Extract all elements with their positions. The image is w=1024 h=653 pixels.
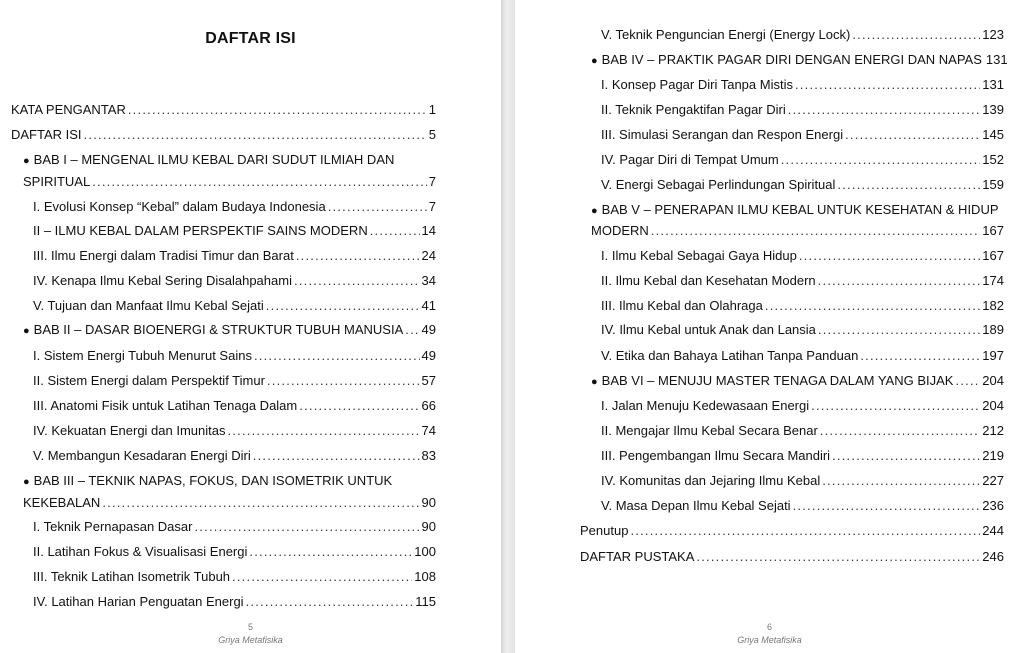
dot-leader: [651, 223, 981, 239]
dot-leader: [253, 448, 420, 464]
toc-page-number: 34: [421, 273, 436, 288]
toc-entry-v-tujuan-dan-manfaat-ilmu-kebal-sejati: [33, 298, 436, 314]
toc-entry-v-energi-sebagai-perlindungan-spiritual: [601, 177, 1004, 193]
toc-page-number: 246: [982, 549, 1004, 564]
toc-entry-iii-pengembangan-ilmu-secara-mandiri: [601, 448, 1004, 464]
toc-entry-title: V. Energi Sebagai Perlindungan Spiritual: [601, 177, 836, 192]
toc-page-number: 57: [421, 373, 436, 388]
toc-entry-title: II. Ilmu Kebal dan Kesehatan Modern: [601, 273, 816, 288]
toc-entry-i-evolusi-konsep-kebal-dalam-budaya-indo: [33, 199, 436, 215]
toc-entry-title: I. Evolusi Konsep “Kebal” dalam Budaya Indonesia: [33, 199, 326, 214]
toc-entry-bab-i-mengenal-ilmu-kebal-dari-sudut-ilm: [23, 152, 394, 169]
toc-page-number: 24: [421, 248, 436, 263]
toc-entry-title: IV. Kekuatan Energi dan Imunitas: [33, 423, 226, 438]
dot-leader: [405, 322, 419, 338]
toc-page-number: 123: [982, 27, 1004, 42]
toc-entry-v-teknik-penguncian-energi-energy-lock: [601, 27, 1004, 43]
toc-entry-title: ● BAB VI – MENUJU MASTER TENAGA DALAM YANG BIJAK: [591, 373, 953, 390]
dot-leader: [84, 127, 427, 143]
toc-page-number: 83: [421, 448, 436, 463]
toc-page-number: 100: [414, 544, 436, 559]
toc-entry-i-ilmu-kebal-sebagai-gaya-hidup: [601, 248, 1004, 264]
toc-entry-bab-ii-dasar-bioenergi-struktur-tubuh-ma: [23, 322, 436, 339]
toc-entry-bab-v-penerapan-ilmu-kebal-untuk-kesehat: [591, 202, 999, 219]
toc-entry-bab-iii-teknik-napas-fokus-dan-isometrik: [23, 473, 392, 490]
toc-page-number: 131: [982, 77, 1004, 92]
toc-entry-title-continued: MODERN: [591, 223, 649, 238]
toc-entry-i-sistem-energi-tubuh-menurut-sains: [33, 348, 436, 364]
dot-leader: [249, 544, 412, 560]
toc-entry-title: V. Membangun Kesadaran Energi Diri: [33, 448, 251, 463]
footer-publisher: Griya Metafisika: [218, 635, 283, 645]
toc-page-number: 174: [982, 273, 1004, 288]
toc-entry-v-etika-dan-bahaya-latihan-tanpa-panduan: [601, 348, 1004, 364]
toc-page-number: 14: [421, 223, 436, 238]
dot-leader: [788, 102, 981, 118]
dot-leader: [845, 127, 980, 143]
page-number: 5: [247, 622, 253, 632]
toc-entry-title: II. Teknik Pengaktifan Pagar Diri: [601, 102, 786, 117]
dot-leader: [267, 373, 420, 389]
toc-entry-title: BAB III – TEKNIK NAPAS, FOKUS, DAN ISOMETRIK UNTUK: [33, 473, 393, 488]
toc-entry-title-continued: SPIRITUAL: [23, 174, 91, 189]
dot-leader: [194, 519, 419, 535]
toc-entry-title: I. Jalan Menuju Kedewasaan Energi: [601, 398, 810, 413]
toc-page-number: 49: [421, 322, 436, 337]
toc-entry-ii-mengajar-ilmu-kebal-secara-benar: [601, 423, 1004, 439]
toc-entry-iii-ilmu-kebal-dan-olahraga: [601, 298, 1004, 314]
dot-leader: [799, 248, 980, 264]
toc-entry-continuation: [23, 495, 436, 511]
toc-entry-iv-kekuatan-energi-dan-imunitas: [33, 423, 436, 439]
toc-entry-i-teknik-pernapasan-dasar: [33, 519, 436, 535]
document-page-right: [515, 0, 1024, 653]
toc-page-number: 41: [421, 298, 436, 313]
toc-entry-v-membangun-kesadaran-energi-diri: [33, 448, 436, 464]
toc-entry-title: IV. Pagar Diri di Tempat Umum: [601, 152, 779, 167]
toc-page-number: 131: [985, 52, 1008, 67]
toc-page-number: 182: [982, 298, 1004, 313]
toc-page-number: 145: [982, 127, 1004, 142]
dot-leader: [795, 77, 980, 93]
dot-leader: [860, 348, 980, 364]
toc-entry-title: II. Mengajar Ilmu Kebal Secara Benar: [601, 423, 818, 438]
toc-page-number: 189: [982, 322, 1004, 337]
dot-leader: [227, 423, 419, 439]
dot-leader: [246, 594, 414, 610]
toc-page-number: 1: [428, 102, 436, 117]
dot-leader: [793, 498, 981, 514]
dot-leader: [92, 174, 427, 190]
page-gutter: [501, 0, 515, 653]
toc-entry-title: DAFTAR PUSTAKA: [580, 549, 695, 564]
toc-entry-ii-teknik-pengaktifan-pagar-diri: [601, 102, 1004, 118]
toc-entry-title: I. Sistem Energi Tubuh Menurut Sains: [33, 348, 252, 363]
toc-entry-v-masa-depan-ilmu-kebal-sejati: [601, 498, 1004, 514]
dot-leader: [232, 569, 412, 585]
toc-entry-title: I. Konsep Pagar Diri Tanpa Mistis: [601, 77, 793, 92]
toc-entry-i-konsep-pagar-diri-tanpa-mistis: [601, 77, 1004, 93]
toc-page-number: 5: [428, 127, 436, 142]
toc-entry-title: DAFTAR ISI: [11, 127, 82, 142]
dot-leader: [765, 298, 980, 314]
page-number: 6: [766, 622, 772, 632]
toc-page-number: 167: [982, 223, 1004, 238]
toc-entry-daftar-pustaka: [580, 549, 1004, 565]
toc-entry-penutup: [580, 523, 1004, 539]
toc-entry-title: I. Teknik Pernapasan Dasar: [33, 519, 193, 534]
toc-entry-title: BAB V – PENERAPAN ILMU KEBAL UNTUK KESEHATAN & HIDUP: [601, 202, 999, 217]
toc-entry-title: Penutup: [580, 523, 629, 538]
document-page-left: [0, 0, 501, 653]
toc-entry-title: II – ILMU KEBAL DALAM PERSPEKTIF SAINS MODERN: [33, 223, 368, 238]
dot-leader: [818, 322, 980, 338]
dot-leader: [818, 273, 981, 289]
toc-entry-bab-iv-praktik-pagar-diri-dengan-energi-: [591, 52, 1008, 69]
toc-page-number: 219: [982, 448, 1004, 463]
toc-entry-iv-pagar-diri-di-tempat-umum: [601, 152, 1004, 168]
dot-leader: [328, 199, 427, 215]
toc-page-number: 152: [982, 152, 1004, 167]
dot-leader: [128, 102, 427, 118]
toc-entry-title: ● BAB II – DASAR BIOENERGI & STRUKTUR TUBUH MANUSIA: [23, 322, 403, 339]
dot-leader: [822, 473, 980, 489]
toc-page-number: 7: [428, 174, 436, 189]
toc-page-number: 74: [421, 423, 436, 438]
toc-page-number: 66: [421, 398, 436, 413]
toc-entry-kata-pengantar: [11, 102, 436, 118]
toc-entry-iv-latihan-harian-penguatan-energi: [33, 594, 436, 610]
dot-leader: [696, 549, 980, 565]
toc-entry-title: V. Tujuan dan Manfaat Ilmu Kebal Sejati: [33, 298, 264, 313]
toc-entry-ii-latihan-fokus-visualisasi-energi: [33, 544, 436, 560]
toc-entry-title: ● BAB IV – PRAKTIK PAGAR DIRI DENGAN ENERGI DAN NAPAS: [591, 52, 982, 69]
toc-page-number: 227: [982, 473, 1004, 488]
toc-page-number: 204: [982, 373, 1004, 388]
toc-entry-title: III. Teknik Latihan Isometrik Tubuh: [33, 569, 231, 584]
toc-entry-title: III. Ilmu Energi dalam Tradisi Timur dan Barat: [33, 248, 294, 263]
dot-leader: [102, 495, 419, 511]
dot-leader: [299, 398, 419, 414]
toc-entry-ii-sistem-energi-dalam-perspektif-timur: [33, 373, 436, 389]
dot-leader: [266, 298, 420, 314]
toc-entry-ii-ilmu-kebal-dan-kesehatan-modern: [601, 273, 1004, 289]
toc-page-number: 108: [414, 569, 436, 584]
toc-entry-iii-ilmu-energi-dalam-tradisi-timur-dan-: [33, 248, 436, 264]
toc-entry-title: IV. Ilmu Kebal untuk Anak dan Lansia: [601, 322, 816, 337]
page-title: DAFTAR ISI: [205, 30, 296, 47]
toc-page-number: 115: [415, 594, 436, 609]
toc-page-number: 244: [982, 523, 1004, 538]
toc-entry-iv-kenapa-ilmu-kebal-sering-disalahpaham: [33, 273, 436, 289]
toc-entry-bab-vi-menuju-master-tenaga-dalam-yang-b: [591, 373, 1004, 390]
dot-leader: [832, 448, 980, 464]
dot-leader: [852, 27, 980, 43]
dot-leader: [811, 398, 980, 414]
toc-page-number: 212: [982, 423, 1004, 438]
toc-entry-title: IV. Latihan Harian Penguatan Energi: [33, 594, 244, 609]
dot-leader: [955, 373, 980, 389]
toc-page-number: 7: [428, 199, 436, 214]
toc-entry-iii-anatomi-fisik-untuk-latihan-tenaga-d: [33, 398, 436, 414]
toc-entry-iv-ilmu-kebal-untuk-anak-dan-lansia: [601, 322, 1004, 338]
toc-entry-title: III. Simulasi Serangan dan Respon Energi: [601, 127, 844, 142]
toc-entry-title: II. Sistem Energi dalam Perspektif Timur: [33, 373, 265, 388]
toc-entry-title: BAB I – MENGENAL ILMU KEBAL DARI SUDUT ILMIAH DAN: [33, 152, 395, 167]
dot-leader: [370, 223, 420, 239]
dot-leader: [781, 152, 981, 168]
dot-leader: [820, 423, 981, 439]
toc-entry-daftar-isi: [11, 127, 436, 143]
footer-publisher: Griya Metafisika: [737, 635, 802, 645]
toc-entry-i-jalan-menuju-kedewasaan-energi: [601, 398, 1004, 414]
dot-leader: [294, 273, 420, 289]
toc-page-number: 90: [421, 519, 436, 534]
toc-entry-iv-komunitas-dan-jejaring-ilmu-kebal: [601, 473, 1004, 489]
toc-entry-title: III. Ilmu Kebal dan Olahraga: [601, 298, 763, 313]
toc-page-number: 167: [982, 248, 1004, 263]
toc-entry-title: I. Ilmu Kebal Sebagai Gaya Hidup: [601, 248, 797, 263]
toc-entry-continuation: [23, 174, 436, 190]
toc-entry-continuation: [591, 223, 1004, 239]
toc-entry-iii-simulasi-serangan-dan-respon-energi: [601, 127, 1004, 143]
dot-leader: [837, 177, 980, 193]
toc-page-number: 139: [982, 102, 1004, 117]
toc-entry-title: V. Etika dan Bahaya Latihan Tanpa Panduan: [601, 348, 859, 363]
toc-entry-title: III. Anatomi Fisik untuk Latihan Tenaga Dalam: [33, 398, 298, 413]
dot-leader: [254, 348, 420, 364]
toc-entry-title: IV. Komunitas dan Jejaring Ilmu Kebal: [601, 473, 821, 488]
toc-entry-title-continued: KEKEBALAN: [23, 495, 101, 510]
toc-page-number: 159: [982, 177, 1004, 192]
toc-entry-title: V. Masa Depan Ilmu Kebal Sejati: [601, 498, 791, 513]
toc-page-number: 49: [421, 348, 436, 363]
toc-entry-title: KATA PENGANTAR: [11, 102, 126, 117]
toc-page-number: 204: [982, 398, 1004, 413]
toc-page-number: 90: [421, 495, 436, 510]
toc-entry-title: II. Latihan Fokus & Visualisasi Energi: [33, 544, 248, 559]
toc-entry-title: IV. Kenapa Ilmu Kebal Sering Disalahpahami: [33, 273, 292, 288]
toc-page-number: 197: [982, 348, 1004, 363]
toc-entry-title: III. Pengembangan Ilmu Secara Mandiri: [601, 448, 831, 463]
dot-leader: [296, 248, 420, 264]
toc-page-number: 236: [982, 498, 1004, 513]
toc-entry-title: V. Teknik Penguncian Energi (Energy Lock): [601, 27, 851, 42]
toc-entry-iii-teknik-latihan-isometrik-tubuh: [33, 569, 436, 585]
dot-leader: [630, 523, 980, 539]
toc-entry-ii-ilmu-kebal-dalam-perspektif-sains-mod: [33, 223, 436, 239]
